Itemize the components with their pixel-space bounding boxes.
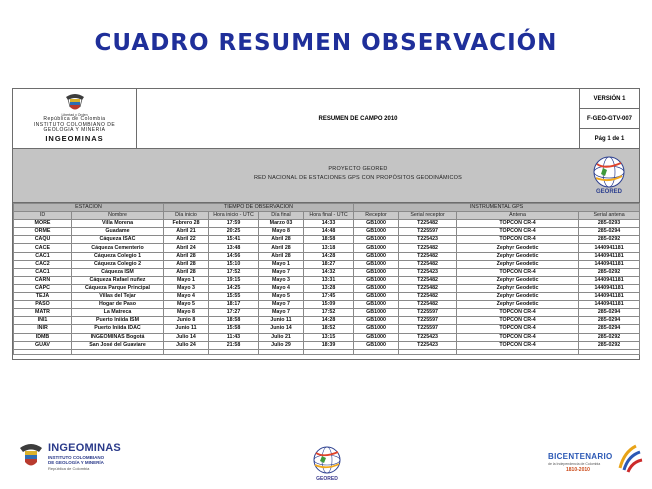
table-cell: Cáqueza ISAC bbox=[72, 236, 164, 244]
table-cell: 18:27 bbox=[304, 260, 354, 268]
table-cell: Julio 21 bbox=[259, 333, 304, 341]
table-row bbox=[14, 293, 640, 301]
table-cell: 14:48 bbox=[304, 228, 354, 236]
table-cell: Cáqueza Rafael nuñez bbox=[72, 276, 164, 284]
table-cell: CAC1 bbox=[14, 268, 72, 276]
empty-cell bbox=[14, 349, 72, 354]
slide-title: CUADRO RESUMEN OBSERVACIÓN bbox=[94, 30, 558, 56]
table-cell: T225597 bbox=[399, 317, 457, 325]
table-cell: INGEOMINAS Bogotá bbox=[72, 333, 164, 341]
table-row bbox=[14, 317, 640, 325]
table-cell: 1440941181 bbox=[579, 301, 640, 309]
table-cell: Junio 11 bbox=[259, 317, 304, 325]
table-cell: Mayo 1 bbox=[164, 276, 209, 284]
document-header bbox=[13, 89, 639, 149]
table-cell: Zephyr Geodetic bbox=[457, 260, 579, 268]
table-row bbox=[14, 341, 640, 349]
table-cell: 15:55 bbox=[209, 293, 259, 301]
table-cell: GB1000 bbox=[354, 260, 399, 268]
table-cell: 15:09 bbox=[304, 301, 354, 309]
org-republic: República de Colombia bbox=[43, 116, 106, 122]
table-cell: T225482 bbox=[399, 293, 457, 301]
table-cell: Junio 11 bbox=[164, 325, 209, 333]
table-cell: GB1000 bbox=[354, 228, 399, 236]
table-cell: TOPCON CR-4 bbox=[457, 236, 579, 244]
table-cell: Marzo 03 bbox=[259, 220, 304, 228]
ingeominas-sub bbox=[48, 455, 104, 465]
table-cell: 13:18 bbox=[304, 244, 354, 252]
table-cell: TOPCON CR-4 bbox=[457, 325, 579, 333]
table-cell: 13:15 bbox=[304, 333, 354, 341]
project-text bbox=[137, 165, 579, 183]
table-cell: 285-0294 bbox=[579, 309, 640, 317]
table-cell: TOPCON CR-4 bbox=[457, 309, 579, 317]
table-cell: 17:52 bbox=[304, 309, 354, 317]
table-cell: 13:28 bbox=[304, 284, 354, 292]
table-cell: 1440941181 bbox=[579, 244, 640, 252]
table-row bbox=[14, 301, 640, 309]
column-header: Día final bbox=[259, 212, 304, 220]
project-name: PROYECTO GEORED bbox=[328, 166, 388, 172]
table-cell: 1440941181 bbox=[579, 260, 640, 268]
empty-cell bbox=[354, 349, 399, 354]
table-row bbox=[14, 325, 640, 333]
column-header: ID bbox=[14, 212, 72, 220]
table-cell: 15:10 bbox=[209, 260, 259, 268]
table-cell: 15:41 bbox=[209, 236, 259, 244]
table-cell: INI1 bbox=[14, 317, 72, 325]
org-name: INGEOMINAS bbox=[45, 133, 104, 143]
empty-cell bbox=[457, 349, 579, 354]
bicentenario-sub: de la Independencia de Colombia bbox=[548, 462, 601, 466]
table-cell: MATR bbox=[14, 309, 72, 317]
table-cell: TOPCON CR-4 bbox=[457, 341, 579, 349]
colombia-crest-icon bbox=[18, 442, 44, 472]
table-row bbox=[14, 252, 640, 260]
table-row bbox=[14, 333, 640, 341]
table-cell: CAC2 bbox=[14, 260, 72, 268]
table-cell: T225597 bbox=[399, 228, 457, 236]
column-header: Antena bbox=[457, 212, 579, 220]
table-cell: Mayo 5 bbox=[164, 301, 209, 309]
header-org-block bbox=[13, 89, 137, 149]
table-cell: T225423 bbox=[399, 341, 457, 349]
table-cell: CARN bbox=[14, 276, 72, 284]
table-cell: 14:25 bbox=[209, 284, 259, 292]
table-cell: TOPCON CR-4 bbox=[457, 228, 579, 236]
table-cell: Villas del Tejar bbox=[72, 293, 164, 301]
table-cell: 14:56 bbox=[209, 252, 259, 260]
table-cell: Zephyr Geodetic bbox=[457, 284, 579, 292]
empty-cell bbox=[304, 349, 354, 354]
column-header: Hora inicio - UTC bbox=[209, 212, 259, 220]
empty-cell bbox=[259, 349, 304, 354]
table-cell: Mayo 3 bbox=[164, 284, 209, 292]
table-cell: 14:28 bbox=[304, 317, 354, 325]
table-cell: 1440941181 bbox=[579, 276, 640, 284]
observation-table bbox=[13, 203, 640, 355]
column-header: Serial antena bbox=[579, 212, 640, 220]
table-cell: TOPCON CR-4 bbox=[457, 333, 579, 341]
table-cell: Mayo 7 bbox=[259, 301, 304, 309]
table-cell: GB1000 bbox=[354, 284, 399, 292]
table-cell: TOPCON CR-4 bbox=[457, 268, 579, 276]
empty-row bbox=[14, 349, 640, 354]
table-cell: T225482 bbox=[399, 220, 457, 228]
table-cell: 11:43 bbox=[209, 333, 259, 341]
table-cell: Cáqueza Colegio 2 bbox=[72, 260, 164, 268]
table-cell: Mayo 1 bbox=[259, 260, 304, 268]
table-cell: Abril 28 bbox=[259, 244, 304, 252]
org-institute-line2: GEOLOGIA Y MINERIA bbox=[43, 127, 106, 133]
table-cell: Zephyr Geodetic bbox=[457, 244, 579, 252]
table-cell: INIR bbox=[14, 325, 72, 333]
table-cell: Mayo 4 bbox=[164, 293, 209, 301]
table-cell: Mayo 5 bbox=[259, 293, 304, 301]
table-cell: T225423 bbox=[399, 333, 457, 341]
table-cell: Guadame bbox=[72, 228, 164, 236]
table-cell: Mayo 4 bbox=[259, 284, 304, 292]
field-summary-sheet bbox=[12, 88, 640, 360]
table-cell: 285-0293 bbox=[579, 220, 640, 228]
table-cell: Abril 28 bbox=[259, 236, 304, 244]
table-cell: 17:59 bbox=[209, 220, 259, 228]
bicentenario-title: BICENTENARIO bbox=[548, 452, 613, 461]
table-cell: 14:28 bbox=[304, 252, 354, 260]
ingeominas-logo bbox=[18, 442, 148, 480]
table-cell: 15:58 bbox=[209, 325, 259, 333]
table-cell: IDMB bbox=[14, 333, 72, 341]
group-header-time: TIEMPO DE OBSERVACIÓN bbox=[164, 204, 354, 212]
table-cell: Julio 24 bbox=[164, 341, 209, 349]
table-cell: Zephyr Geodetic bbox=[457, 301, 579, 309]
table-row bbox=[14, 276, 640, 284]
table-cell: 19:15 bbox=[209, 276, 259, 284]
column-header: Serial receptor bbox=[399, 212, 457, 220]
geored-footer-logo bbox=[306, 444, 348, 486]
table-cell: GB1000 bbox=[354, 276, 399, 284]
column-header: Nombre bbox=[72, 212, 164, 220]
table-cell: GB1000 bbox=[354, 341, 399, 349]
table-cell: 285-0292 bbox=[579, 268, 640, 276]
table-cell: Abril 28 bbox=[164, 252, 209, 260]
bicentenario-years: 1810-2010 bbox=[566, 467, 590, 473]
table-cell: 14:33 bbox=[304, 220, 354, 228]
table-cell: GB1000 bbox=[354, 244, 399, 252]
table-cell: 17:45 bbox=[304, 293, 354, 301]
table-row bbox=[14, 220, 640, 228]
table-cell: Hogar de Paso bbox=[72, 301, 164, 309]
table-cell: La Matreca bbox=[72, 309, 164, 317]
table-cell: Cáqueza Cementerio bbox=[72, 244, 164, 252]
table-cell: 13:31 bbox=[304, 276, 354, 284]
table-cell: CAC1 bbox=[14, 252, 72, 260]
table-cell: Julio 29 bbox=[259, 341, 304, 349]
table-cell: 20:25 bbox=[209, 228, 259, 236]
bicentenario-logo bbox=[548, 442, 644, 478]
empty-cell bbox=[72, 349, 164, 354]
table-cell: 1440941181 bbox=[579, 284, 640, 292]
ingeominas-sub-line2: DE GEOLOGÍA Y MINERÍA bbox=[48, 460, 104, 465]
table-cell: Zephyr Geodetic bbox=[457, 293, 579, 301]
table-cell: 18:52 bbox=[304, 325, 354, 333]
table-cell: Mayo 7 bbox=[259, 268, 304, 276]
table-cell: GB1000 bbox=[354, 220, 399, 228]
table-cell: T225597 bbox=[399, 325, 457, 333]
table-cell: T225482 bbox=[399, 276, 457, 284]
table-cell: 17:27 bbox=[209, 309, 259, 317]
org-institute-line1: INSTITUTO COLOMBIANO DE bbox=[33, 121, 116, 128]
table-row bbox=[14, 260, 640, 268]
table-row bbox=[14, 284, 640, 292]
table-cell: Febrero 28 bbox=[164, 220, 209, 228]
geored-logo bbox=[583, 150, 635, 202]
column-header: Día inicio bbox=[164, 212, 209, 220]
table-cell: Mayo 8 bbox=[259, 228, 304, 236]
empty-cell bbox=[164, 349, 209, 354]
table-cell: 13:48 bbox=[209, 244, 259, 252]
table-cell: MORE bbox=[14, 220, 72, 228]
table-cell: GB1000 bbox=[354, 236, 399, 244]
table-cell: 18:58 bbox=[304, 236, 354, 244]
table-cell: 285-0292 bbox=[579, 333, 640, 341]
table-cell: Abril 28 bbox=[259, 252, 304, 260]
table-cell: Mayo 8 bbox=[164, 309, 209, 317]
document-meta bbox=[579, 89, 639, 149]
table-cell: Puerto Iniida ISM bbox=[72, 317, 164, 325]
table-cell: Abril 21 bbox=[164, 228, 209, 236]
table-cell: 17:52 bbox=[209, 268, 259, 276]
table-cell: GB1000 bbox=[354, 301, 399, 309]
empty-cell bbox=[399, 349, 457, 354]
ingeominas-country: República de Colombia bbox=[48, 466, 90, 471]
globe-icon bbox=[306, 444, 348, 478]
table-cell: 18:17 bbox=[209, 301, 259, 309]
table-cell: Abril 28 bbox=[164, 268, 209, 276]
table-cell: T225482 bbox=[399, 252, 457, 260]
table-cell: 285-0294 bbox=[579, 317, 640, 325]
table-cell: GB1000 bbox=[354, 268, 399, 276]
table-cell: 285-0292 bbox=[579, 341, 640, 349]
table-row bbox=[14, 244, 640, 252]
column-header: Receptor bbox=[354, 212, 399, 220]
page-number: Pág 1 de 1 bbox=[594, 136, 625, 142]
colombia-crest-icon bbox=[64, 93, 86, 113]
table-cell: GB1000 bbox=[354, 333, 399, 341]
table-cell: 18:58 bbox=[209, 317, 259, 325]
table-cell: TOPCON CR-4 bbox=[457, 220, 579, 228]
table-cell: GUAV bbox=[14, 341, 72, 349]
table-cell: T225482 bbox=[399, 301, 457, 309]
table-cell: Cáqueza Colegio 1 bbox=[72, 252, 164, 260]
table-cell: Puerto Iniida IDAC bbox=[72, 325, 164, 333]
table-cell: CAQU bbox=[14, 236, 72, 244]
table-cell: 285-0294 bbox=[579, 228, 640, 236]
table-cell: CAPC bbox=[14, 284, 72, 292]
table-cell: Abril 22 bbox=[164, 236, 209, 244]
table-cell: GB1000 bbox=[354, 317, 399, 325]
table-cell: Abril 28 bbox=[164, 260, 209, 268]
table-cell: 285-0294 bbox=[579, 325, 640, 333]
geored-label: GEORED bbox=[595, 189, 622, 195]
table-cell: Abril 24 bbox=[164, 244, 209, 252]
table-cell: T225482 bbox=[399, 260, 457, 268]
version-label: VERSIÓN 1 bbox=[580, 89, 639, 109]
table-cell: 18:39 bbox=[304, 341, 354, 349]
table-cell: T225423 bbox=[399, 268, 457, 276]
table-cell: 21:58 bbox=[209, 341, 259, 349]
table-cell: T225597 bbox=[399, 309, 457, 317]
table-cell: T225482 bbox=[399, 244, 457, 252]
org-motto: Libertad y Orden bbox=[61, 113, 88, 117]
ingeominas-sub-line1: INSTITUTO COLOMBIANO bbox=[48, 455, 105, 460]
project-description: RED NACIONAL DE ESTACIONES GPS CON PROPÓSITOS GEODINÁMICOS bbox=[253, 175, 462, 181]
project-banner bbox=[13, 149, 639, 203]
table-cell: San José del Guaviare bbox=[72, 341, 164, 349]
table-row bbox=[14, 228, 640, 236]
table-cell: TEJA bbox=[14, 293, 72, 301]
table-cell: Mayo 7 bbox=[259, 309, 304, 317]
table-cell: Zephyr Geodetic bbox=[457, 276, 579, 284]
table-row bbox=[14, 236, 640, 244]
table-cell: T225423 bbox=[399, 236, 457, 244]
ingeominas-wordmark: INGEOMINAS bbox=[48, 442, 121, 454]
bicentenario-emblem-icon bbox=[614, 442, 644, 474]
empty-cell bbox=[579, 349, 640, 354]
table-row bbox=[14, 268, 640, 276]
table-cell: PASO bbox=[14, 301, 72, 309]
table-cell: Cáqueza Parque Principal bbox=[72, 284, 164, 292]
group-header-station: ESTACIÓN bbox=[14, 204, 164, 212]
table-cell: Julio 14 bbox=[164, 333, 209, 341]
table-cell: 1440941181 bbox=[579, 252, 640, 260]
table-cell: GB1000 bbox=[354, 325, 399, 333]
table-cell: Villa Morena bbox=[72, 220, 164, 228]
table-cell: Junio 14 bbox=[259, 325, 304, 333]
table-cell: ORME bbox=[14, 228, 72, 236]
table-cell: GB1000 bbox=[354, 252, 399, 260]
table-cell: 285-0292 bbox=[579, 236, 640, 244]
table-cell: 1440941181 bbox=[579, 293, 640, 301]
group-header-instrument: INSTRUMENTAL GPS bbox=[354, 204, 640, 212]
table-cell: Cáqueza ISM bbox=[72, 268, 164, 276]
geored-footer-label: GEORED bbox=[316, 476, 338, 482]
document-title: RESUMEN DE CAMPO 2010 bbox=[318, 116, 398, 122]
table-cell: 14:32 bbox=[304, 268, 354, 276]
empty-cell bbox=[209, 349, 259, 354]
table-row bbox=[14, 309, 640, 317]
table-cell: CACE bbox=[14, 244, 72, 252]
form-code: F-GEO-GTV-007 bbox=[580, 109, 639, 129]
column-header: Hora final - UTC bbox=[304, 212, 354, 220]
table-cell: Zephyr Geodetic bbox=[457, 252, 579, 260]
table-cell: Mayo 3 bbox=[259, 276, 304, 284]
table-cell: GB1000 bbox=[354, 293, 399, 301]
table-cell: GB1000 bbox=[354, 309, 399, 317]
table-cell: TOPCON CR-4 bbox=[457, 317, 579, 325]
table-cell: Junio 8 bbox=[164, 317, 209, 325]
table-cell: T225482 bbox=[399, 284, 457, 292]
